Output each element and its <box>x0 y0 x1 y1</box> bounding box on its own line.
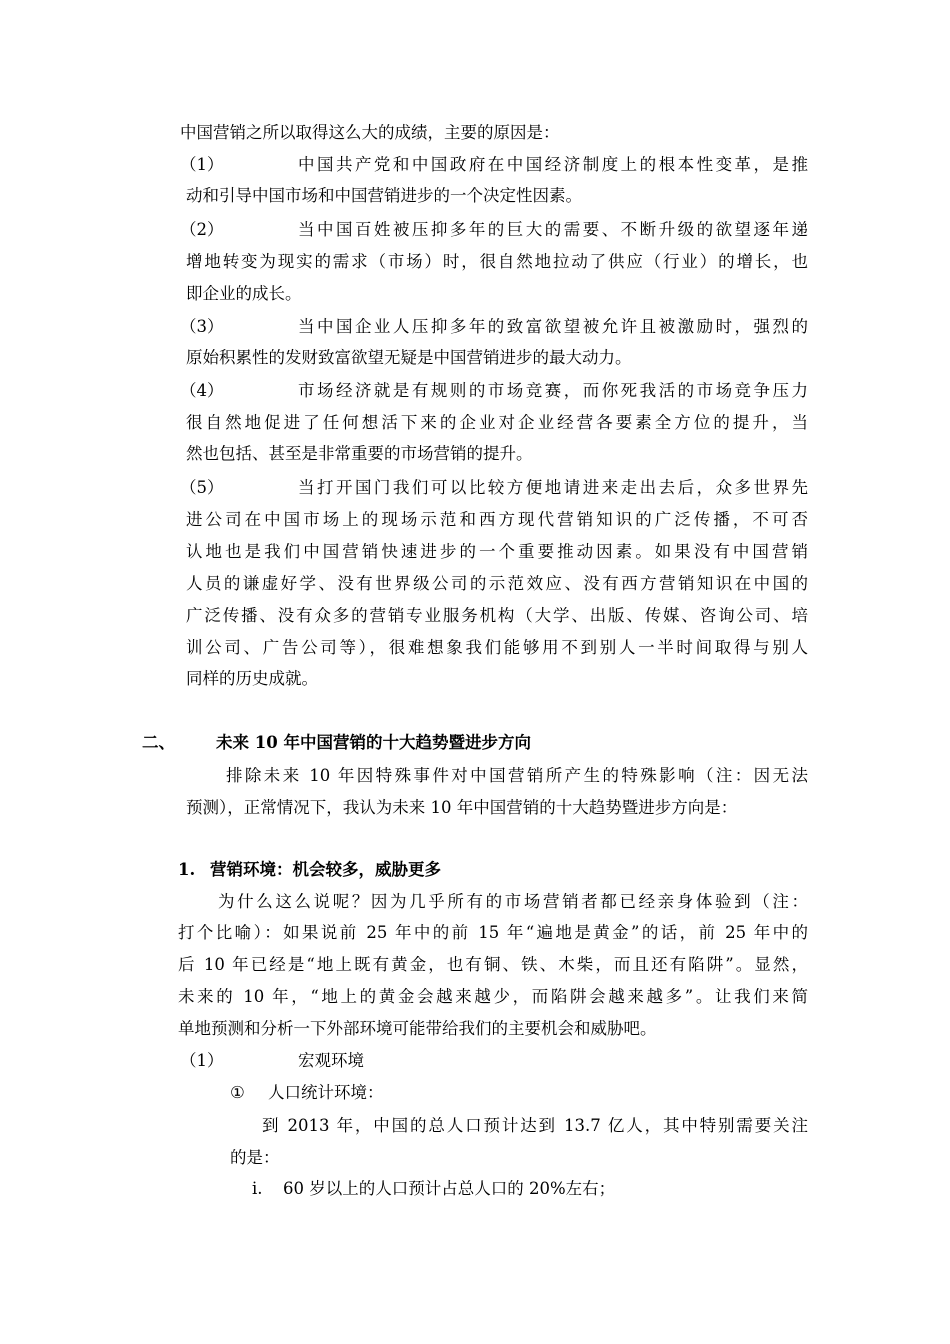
trend-number: 1. <box>178 860 196 879</box>
reason-line: 广泛传播、没有众多的营销专业服务机构（大学、出版、传媒、咨询公司、培 <box>186 606 808 625</box>
reason-line: 训公司、广告公司等），很难想象我们能够用不到别人一半时间取得与别人 <box>186 638 808 657</box>
trend-title: 营销环境：机会较多，威胁更多 <box>210 860 441 879</box>
item-number: ① <box>230 1083 245 1102</box>
item-paragraph-line: 到 2013 年，中国的总人口预计达到 13.7 亿人，其中特别需要关注 <box>262 1116 808 1135</box>
section-number: 二、 <box>142 733 175 752</box>
reason-line: 增地转变为现实的需求（市场）时，很自然地拉动了供应（行业）的增长，也 <box>186 252 808 271</box>
reason-line: 动和引导中国市场和中国营销进步的一个决定性因素。 <box>186 186 582 205</box>
roman-number: ⅰ. <box>252 1179 263 1198</box>
trend-1-paragraph-line: 后 10 年已经是“地上既有黄金，也有铜、铁、木柴，而且还有陷阱”。显然， <box>178 955 808 974</box>
intro-text: 中国营销之所以取得这么大的成绩，主要的原因是： <box>180 123 560 142</box>
reason-line: 当打开国门我们可以比较方便地请进来走出去后，众多世界先 <box>298 478 808 497</box>
reason-line: 当中国百姓被压抑多年的巨大的需要、不断升级的欲望逐年递 <box>298 220 808 239</box>
reason-line: 同样的历史成就。 <box>186 669 318 688</box>
trend-1-paragraph-line: 打个比喻）：如果说前 25 年中的前 15 年“遍地是黄金”的话，前 25 年中的 <box>178 923 808 942</box>
reason-line: 中国共产党和中国政府在中国经济制度上的根本性变革，是推 <box>298 155 808 174</box>
reason-number: （2） <box>180 220 224 239</box>
reason-line: 即企业的成长。 <box>186 284 302 303</box>
reason-line: 很自然地促进了任何想活下来的企业对企业经营各要素全方位的提升，当 <box>186 413 808 432</box>
section-title: 未来 10 年中国营销的十大趋势暨进步方向 <box>216 733 531 752</box>
section-2-paragraph-line: 预测），正常情况下，我认为未来 10 年中国营销的十大趋势暨进步方向是： <box>186 798 738 817</box>
reason-line: 然也包括、甚至是非常重要的市场营销的提升。 <box>186 444 533 463</box>
trend-1-paragraph-line: 单地预测和分析一下外部环境可能带给我们的主要机会和威胁吧。 <box>178 1019 657 1038</box>
subsection-label: 宏观环境 <box>298 1051 364 1070</box>
reason-number: （4） <box>180 381 224 400</box>
trend-1-paragraph-line: 未来的 10 年，“地上的黄金会越来越少，而陷阱会越来越多”。让我们来简 <box>178 987 808 1006</box>
item-paragraph-line: 的是： <box>230 1148 280 1167</box>
section-2-paragraph-line: 排除未来 10 年因特殊事件对中国营销所产生的特殊影响（注：因无法 <box>226 766 808 785</box>
trend-1-paragraph-line: 为什么这么说呢？因为几乎所有的市场营销者都已经亲身体验到（注： <box>218 892 808 911</box>
item-label: 人口统计环境： <box>268 1083 384 1102</box>
subsection-number: （1） <box>180 1051 224 1070</box>
reason-number: （5） <box>180 478 224 497</box>
reason-line: 原始积累性的发财致富欲望无疑是中国营销进步的最大动力。 <box>186 348 632 367</box>
roman-text: 60 岁以上的人口预计占总人口的 20%左右； <box>283 1179 616 1198</box>
reason-line: 认地也是我们中国营销快速进步的一个重要推动因素。如果没有中国营销 <box>186 542 808 561</box>
reason-line: 当中国企业人压抑多年的致富欲望被允许且被激励时，强烈的 <box>298 317 808 336</box>
reason-line: 市场经济就是有规则的市场竞赛，而你死我活的市场竞争压力 <box>298 381 808 400</box>
reason-line: 人员的谦虚好学、没有世界级公司的示范效应、没有西方营销知识在中国的 <box>186 574 808 593</box>
reason-line: 进公司在中国市场上的现场示范和西方现代营销知识的广泛传播，不可否 <box>186 510 808 529</box>
reason-number: （1） <box>180 155 224 174</box>
reason-number: （3） <box>180 317 224 336</box>
